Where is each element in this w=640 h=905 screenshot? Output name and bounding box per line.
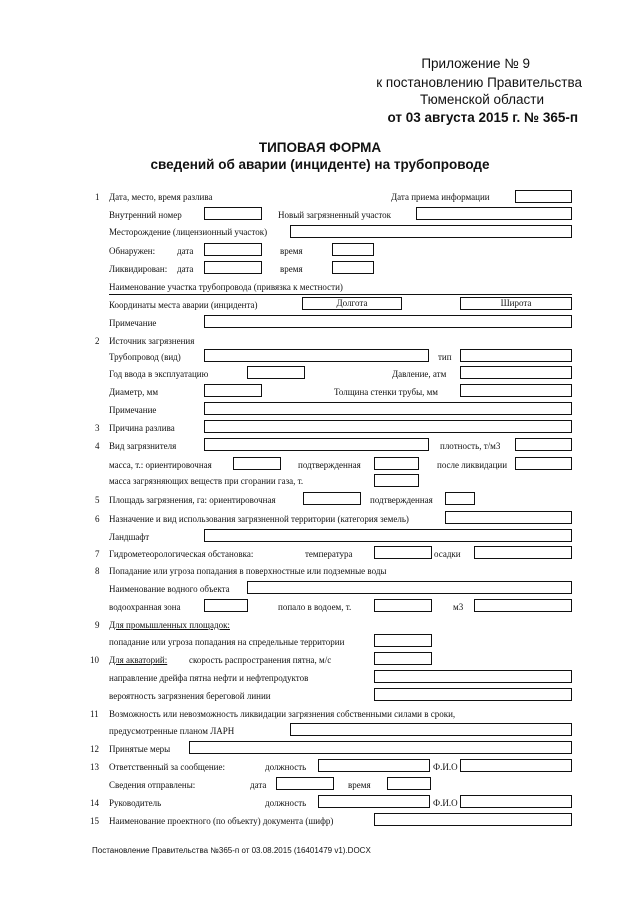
label-fio: Ф.И.О: [433, 762, 458, 772]
new-polluted-area-field[interactable]: [416, 207, 572, 220]
label-sent-date: дата: [250, 780, 267, 790]
label-date-place-time: Дата, место, время разлива: [109, 192, 213, 202]
region-name: Тюменской области: [420, 92, 544, 107]
label-temperature: температура: [305, 549, 353, 559]
mass-confirmed-field[interactable]: [374, 457, 419, 470]
resolution-ref: к постановлению Правительства: [376, 75, 582, 90]
label-drift-direction: направление дрейфа пятна нефти и нефтепродуктов: [109, 673, 309, 683]
measures-field[interactable]: [189, 741, 572, 754]
label-precipitation: осадки: [434, 549, 461, 559]
label-wall-thickness: Толщина стенки трубы, мм: [334, 387, 439, 397]
label-weather: Гидрометеорологическая обстановка:: [109, 549, 254, 559]
density-field[interactable]: [515, 438, 572, 451]
footer-doc-ref: Постановление Правительства №365-п от 03.08.2015 (16401479 v1).DOCX: [92, 846, 371, 855]
resolution-date: от 03 августа 2015 г. № 365-п: [387, 110, 578, 125]
label-spill-speed: скорость распространения пятна, м/с: [189, 655, 332, 665]
after-liquidation-field[interactable]: [515, 457, 572, 470]
label-mass-confirmed: подтвержденная: [298, 460, 361, 470]
detected-time-field[interactable]: [332, 243, 374, 256]
label-receipt-date: Дата приема информации: [391, 192, 490, 202]
pollutant-type-field[interactable]: [204, 438, 429, 451]
project-doc-field[interactable]: [374, 813, 572, 826]
liquidated-time-field[interactable]: [332, 261, 374, 274]
label-pollutant-type: Вид загрязнителя: [109, 441, 177, 451]
label-head: Руководитель: [109, 798, 162, 808]
label-head-fio: Ф.И.О: [433, 798, 458, 808]
note-2-field[interactable]: [204, 402, 572, 415]
section-number: 3: [95, 423, 100, 433]
label-after-liquidation: после ликвидации: [437, 460, 508, 470]
drift-direction-field[interactable]: [374, 670, 572, 683]
year-commissioned-field[interactable]: [247, 366, 305, 379]
label-water-body-name: Наименование водного объекта: [109, 584, 230, 594]
label-possibility: Возможность или невозможность ликвидации загрязнения собственными силами в сроки,: [109, 709, 456, 719]
label-special-territories: попадание или угроза попадания на спредельные территории: [109, 637, 345, 647]
liquidated-date-field[interactable]: [204, 261, 262, 274]
temperature-field[interactable]: [374, 546, 432, 559]
label-m3: м3: [453, 602, 464, 612]
label-position: должность: [265, 762, 307, 772]
latitude-field[interactable]: Широта: [460, 297, 572, 310]
responsible-fio-field[interactable]: [460, 759, 572, 772]
appendix-number: Приложение № 9: [421, 56, 530, 71]
label-measures: Принятые меры: [109, 744, 171, 754]
label-density: плотность, т/м3: [440, 441, 501, 451]
longitude-field[interactable]: Долгота: [302, 297, 402, 310]
label-diameter: Диаметр, мм: [109, 387, 159, 397]
pipeline-section-field[interactable]: [109, 294, 572, 295]
label-gas-mass: масса загрязняющих веществ при сгорании газа, т.: [109, 476, 304, 486]
label-info-sent: Сведения отправлены:: [109, 780, 196, 790]
label-mass-approx: масса, т.: ориентировочная: [109, 460, 212, 470]
label-responsible: Ответственный за сообщение:: [109, 762, 225, 772]
land-purpose-field[interactable]: [445, 511, 572, 524]
sent-date-field[interactable]: [276, 777, 334, 790]
label-detected: Обнаружен:: [109, 246, 156, 256]
section-number: 15: [90, 816, 99, 826]
field-input[interactable]: [290, 225, 572, 238]
label-internal-number: Внутренний номер: [109, 210, 182, 220]
section-number: 11: [90, 709, 99, 719]
label-project-doc: Наименование проектного (по объекту) документа (шифр): [109, 816, 334, 826]
detected-date-field[interactable]: [204, 243, 262, 256]
label-head-position: должность: [265, 798, 307, 808]
label-industrial-sites: Для промышленных площадок:: [109, 620, 230, 630]
into-water-field[interactable]: [374, 599, 432, 612]
label-sent-time: время: [348, 780, 371, 790]
section-number: 12: [90, 744, 99, 754]
form-title: ТИПОВАЯ ФОРМА: [258, 140, 382, 155]
responsible-position-field[interactable]: [318, 759, 430, 772]
label-type: тип: [438, 352, 452, 362]
section-number: 10: [90, 655, 99, 665]
note-1-field[interactable]: [204, 315, 572, 328]
water-body-name-field[interactable]: [247, 581, 572, 594]
area-confirmed-field[interactable]: [445, 492, 475, 505]
section-number: 5: [95, 495, 100, 505]
section-number: 8: [95, 566, 100, 576]
section-number: 13: [90, 762, 99, 772]
label-protection-zone: водоохранная зона: [109, 602, 181, 612]
label-pipeline-section: Наименование участка трубопровода (привязка к местности): [109, 282, 343, 292]
section-number: 14: [90, 798, 99, 808]
larn-plan-field[interactable]: [290, 723, 572, 736]
label-accident-coords: Координаты места аварии (инцидента): [109, 300, 258, 310]
label-pressure: Давление, атм: [392, 369, 447, 379]
label-field: Месторождение (лицензионный участок): [109, 227, 268, 237]
label-liquidated-time: время: [280, 264, 303, 274]
label-liquidated-date: дата: [177, 264, 194, 274]
shore-probability-field[interactable]: [374, 688, 572, 701]
label-land-purpose: Назначение и вид использования загрязненной территории (категория земель): [109, 514, 409, 524]
special-territories-field[interactable]: [374, 634, 432, 647]
section-number: 7: [95, 549, 100, 559]
area-approx-field[interactable]: [303, 492, 361, 505]
receipt-date-field[interactable]: [515, 190, 572, 203]
label-source: Источник загрязнения: [109, 336, 195, 346]
pipeline-type-field[interactable]: [204, 349, 429, 362]
label-larn-plan: предусмотренные планом ЛАРН: [109, 726, 235, 736]
sent-time-field[interactable]: [387, 777, 431, 790]
m3-field[interactable]: [474, 599, 572, 612]
landscape-field[interactable]: [204, 529, 572, 542]
label-pipeline-type: Трубопровод (вид): [109, 352, 181, 362]
label-new-polluted-area: Новый загрязненный участок: [278, 210, 392, 220]
section-number: 9: [95, 620, 100, 630]
label-into-water: попало в водоем, т.: [278, 602, 352, 612]
gas-mass-field[interactable]: [374, 474, 419, 487]
label-shore-probability: вероятность загрязнения береговой линии: [109, 691, 271, 701]
pressure-field[interactable]: [460, 366, 572, 379]
precipitation-field[interactable]: [474, 546, 572, 559]
label-area-approx: Площадь загрязнения, га: ориентировочная: [109, 495, 276, 505]
label-liquidated: Ликвидирован:: [109, 264, 168, 274]
head-position-field[interactable]: [318, 795, 430, 808]
form-subtitle: сведений об аварии (инциденте) на трубопроводе: [150, 157, 490, 172]
wall-thickness-field[interactable]: [460, 384, 572, 397]
label-note-2: Примечание: [109, 405, 157, 415]
label-detected-date: дата: [177, 246, 194, 256]
section-number: 2: [95, 336, 100, 346]
label-water-areas: Для акваторий:: [109, 655, 168, 665]
type-field[interactable]: [460, 349, 572, 362]
label-water-hit: Попадание или угроза попадания в поверхностные или подземные воды: [109, 566, 387, 576]
section-number: 6: [95, 514, 100, 524]
label-year-commissioned: Год ввода в эксплуатацию: [109, 369, 209, 379]
label-cause: Причина разлива: [109, 423, 175, 433]
spill-speed-field[interactable]: [374, 652, 432, 665]
internal-number-field[interactable]: [204, 207, 262, 220]
diameter-field[interactable]: [204, 384, 262, 397]
mass-approx-field[interactable]: [233, 457, 281, 470]
label-detected-time: время: [280, 246, 303, 256]
protection-zone-field[interactable]: [204, 599, 248, 612]
label-landscape: Ландшафт: [109, 532, 150, 542]
cause-field[interactable]: [204, 420, 572, 433]
head-fio-field[interactable]: [460, 795, 572, 808]
section-number: 4: [95, 441, 100, 451]
label-area-confirmed: подтвержденная: [370, 495, 433, 505]
label-note-1: Примечание: [109, 318, 157, 328]
section-number: 1: [95, 192, 100, 202]
